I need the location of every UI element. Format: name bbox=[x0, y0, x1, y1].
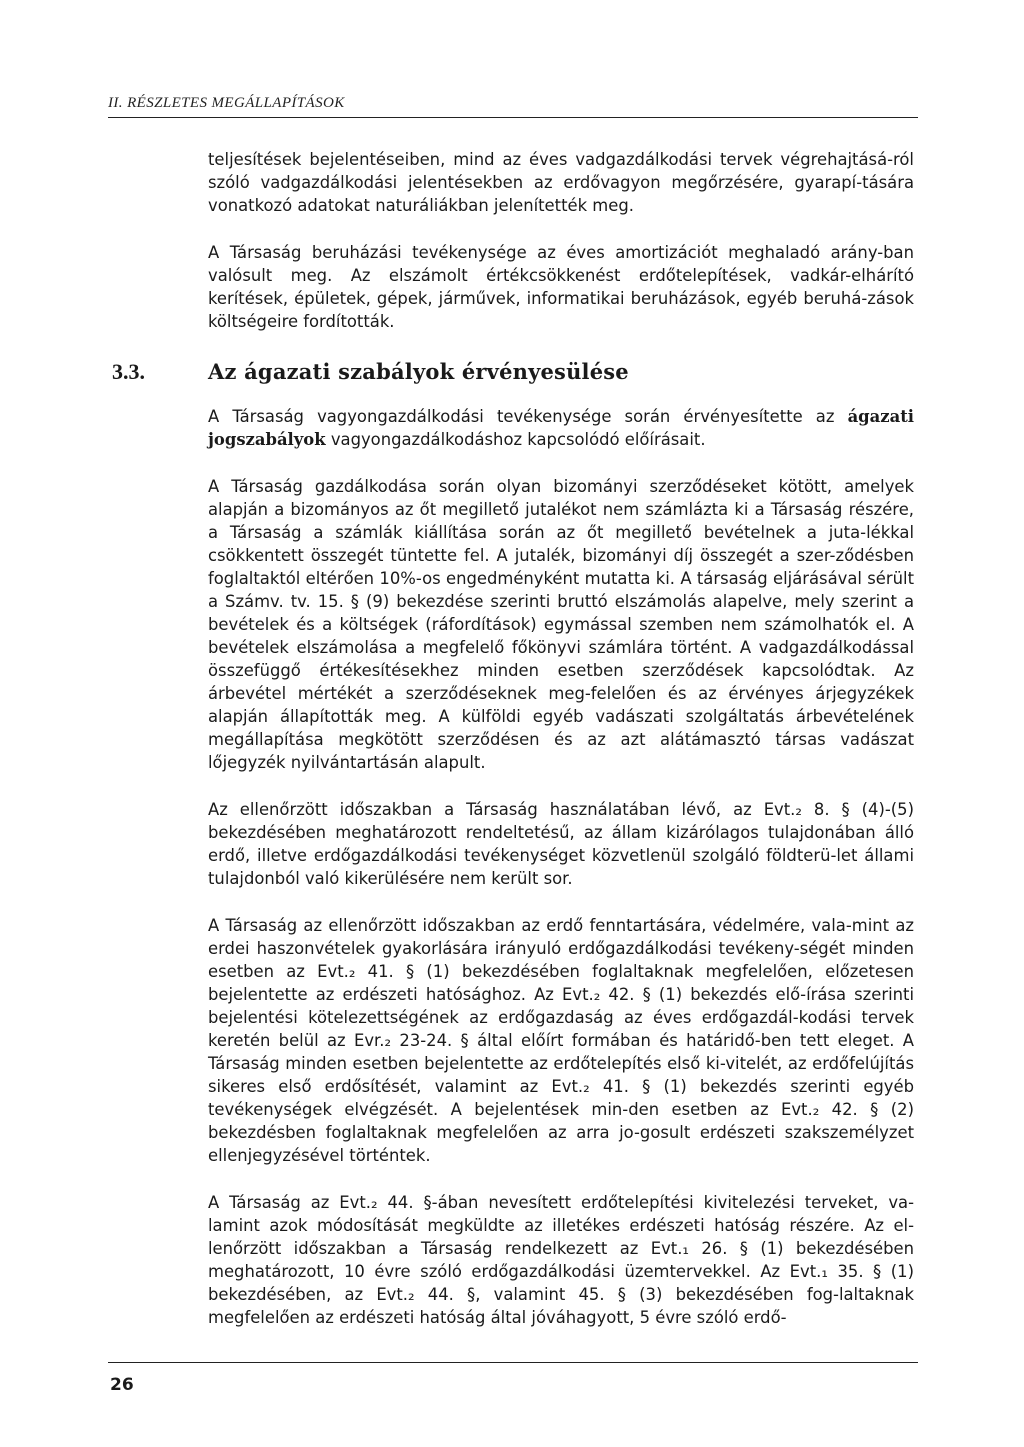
running-header bbox=[108, 92, 918, 118]
paragraph: Az ellenőrzött időszakban a Társaság használatában lévő, az Evt.₂ 8. § (4)-(5) bekezdésében meghatározott rendeltetésű, az állam kizárólagos tulajdonában álló erdő, illetve erdőgazdálkodási tevékenységet közvetlenül szolgáló földterü-let állami tulajdonból való kikerülésére nem került sor. bbox=[208, 800, 914, 888]
footer-rule bbox=[108, 1362, 918, 1363]
section-intro-paragraph bbox=[208, 405, 914, 451]
intro-text-bold: ágazati jogszabályok bbox=[208, 407, 914, 449]
paragraph: A Társaság beruházási tevékenysége az éves amortizációt meghaladó arány-ban valósult meg. Az elszámolt értékcsökkenést erdőtelepítések, vadkár-elhárító kerítések, épületek, gépek, járművek, informatikai beruházások, egyéb beruhá-zások költségeire fordították. bbox=[208, 243, 914, 331]
page-number: 26 bbox=[110, 1375, 134, 1395]
section-title: Az ágazati szabályok érvényesülése bbox=[208, 359, 629, 384]
intro-text-after: vagyongazdálkodáshoz kapcsolódó előírásait. bbox=[325, 430, 706, 449]
paragraph: teljesítések bejelentéseiben, mind az éves vadgazdálkodási tervek végrehajtásá-ról szóló vadgazdálkodási jelentésekben az erdővagyon megőrzésére, gyarapí-tására vonatkozó adatokat naturáliákban jelenítették meg. bbox=[208, 150, 914, 215]
intro-text-before: A Társaság vagyongazdálkodási tevékenysége során érvényesítette az bbox=[208, 407, 848, 426]
section-heading bbox=[112, 357, 914, 387]
running-title: II. RÉSZLETES MEGÁLLAPÍTÁSOK bbox=[108, 95, 345, 111]
paragraph: A Társaság az Evt.₂ 44. §-ában nevesített erdőtelepítési kivitelezési terveket, va-lamint azok módosítását megküldte az illetékes erdészeti hatóság részére. Az el-lenőrzött időszakban a Társaság rendelkezett az Evt.₁ 26. § (1) bekezdésében meghatározott, 10 évre szóló erdőgazdálkodási üzemtervekkel. Az Evt.₁ 35. § (1) bekezdésében, az Evt.₂ 44. §, valamint 45. § (3) bekezdésében fog-laltaknak megfelelően az erdészeti hatóság által jóváhagyott, 5 évre szóló erdő- bbox=[208, 1193, 914, 1327]
paragraph: A Társaság gazdálkodása során olyan bizományi szerződéseket kötött, amelyek alapján a bizományos az őt megillető jutalékot nem számlázta ki a Társaság részére, a Társaság a számlák kiállítása során az őt megillető bevételnek a juta-lékkal csökkentett összegét tüntette fel. A jutalék, bizományi díj összegét a szer-ződésben foglaltaktól eltérően 10%-os engedményként mutatta ki. A társaság eljárásával sérült a Számv. tv. 15. § (9) bekezdése szerinti bruttó elszámolás alapelve, mely szerint a bevételek és a költségek (ráfordítások) egymással szemben nem számolhatók el. A bevételek elszámolása a megfelelő főkönyvi számlára történt. A vadgazdálkodással összefüggő értékesítésekhez minden esetben szerződések kapcsolódtak. Az árbevétel mértékét a szerződéseknek meg-felelően és az érvényes árjegyzékek alapján állapították meg. A külföldi egyéb vadászati szolgáltatás árbevételének megállapítása megkötött szerződésen és az azt alátámasztó társas vadászat lőjegyzék nyilvántartásán alapult. bbox=[208, 477, 914, 772]
section-number: 3.3. bbox=[112, 359, 145, 384]
paragraph: A Társaság az ellenőrzött időszakban az erdő fenntartására, védelmére, vala-mint az erdei haszonvételek gyakorlására irányuló erdőgazdálkodási tevékeny-ségét minden esetben az Evt.₂ 41. § (1) bekezdésében foglaltaknak megfelelően, előzetesen bejelentette az erdészeti hatósághoz. Az Evt.₂ 42. § (1) bekezdés elő-írása szerinti bejelentési kötelezettségének az erdőgazdaság az éves erdőgazdál-kodási tervek keretén belül az Evr.₂ 23-24. § által előírt formában és határidő-ben tett eleget. A Társaság minden esetben bejelentette az erdőtelepítés első ki-vitelét, az erdőfelújítás sikeres első erdősítését, valamint az Evt.₂ 41. § (1) bekezdés szerinti egyéb tevékenységek elvégzését. A bejelentések min-den esetben az Evt.₂ 42. § (2) bekezdésben foglaltaknak megfelelően az arra jo-gosult erdészeti szakszemélyzet ellenjegyzésével történtek. bbox=[208, 916, 914, 1165]
page-body bbox=[112, 148, 914, 1353]
